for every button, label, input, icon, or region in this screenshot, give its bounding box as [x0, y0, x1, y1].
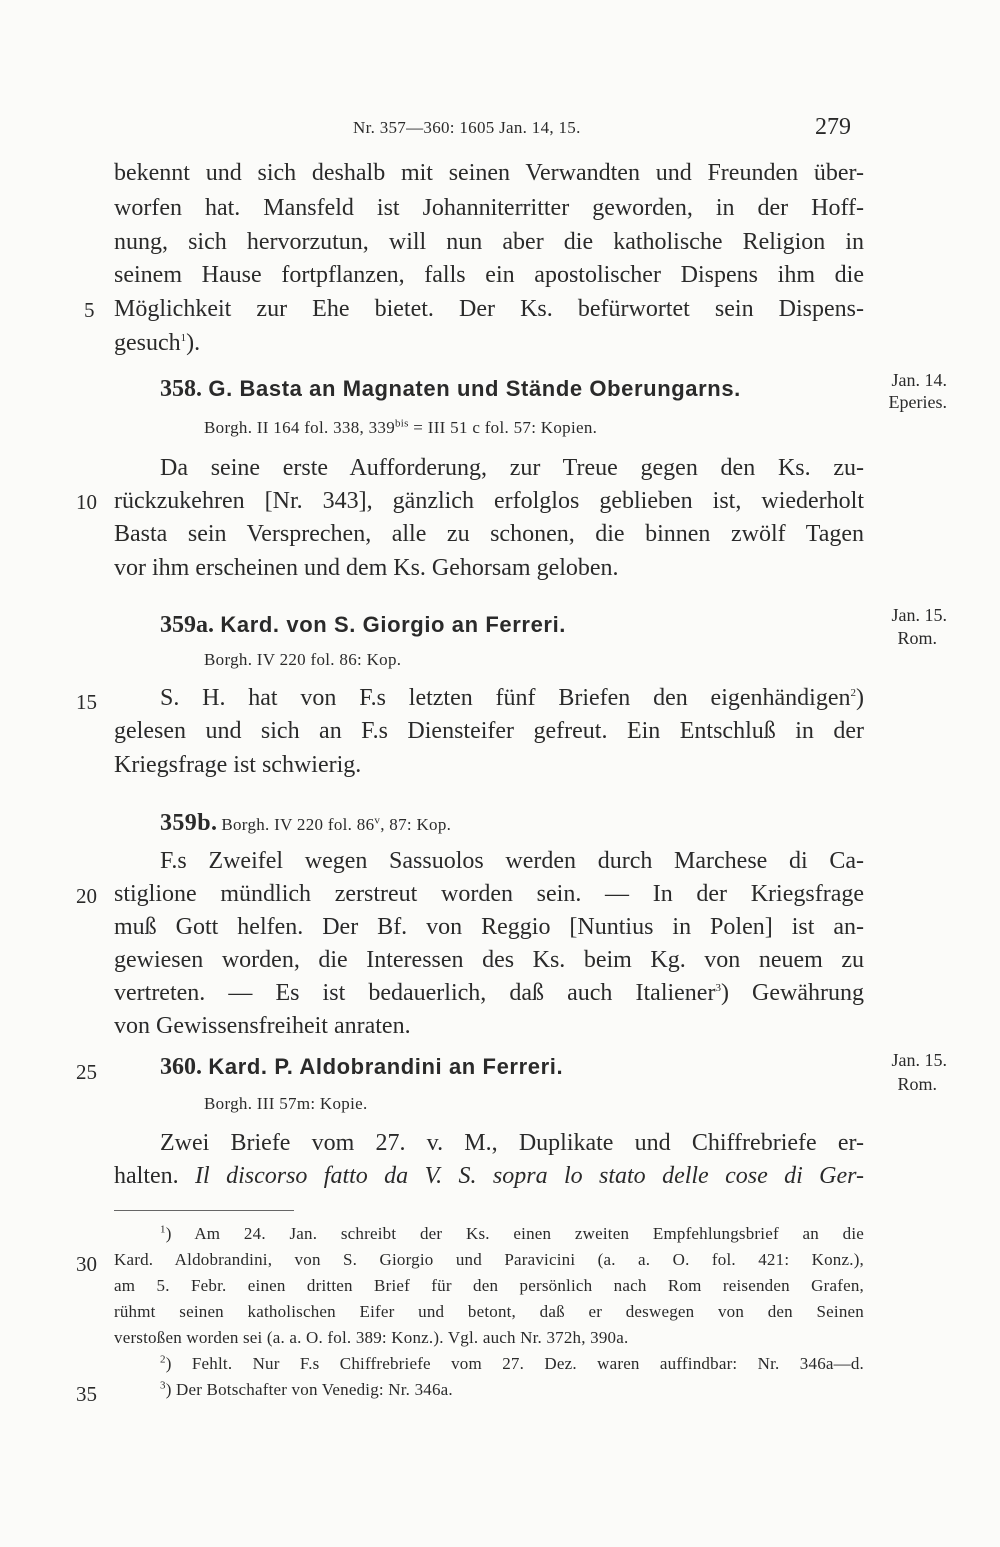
line-number: 15: [76, 690, 97, 714]
body-line: Basta sein Versprechen, alle zu schonen, die binnen zwölf Tagen: [114, 521, 864, 547]
entry-place-359a: Rom.: [897, 628, 937, 648]
entry-date-358: Jan. 14.: [891, 370, 947, 390]
entry-place-358: Eperies.: [888, 392, 947, 412]
source-359b: Borgh. IV 220 fol. 86$^v$, 87: Kop.: [221, 814, 452, 834]
footnote-2: $^2$) Fehlt. Nur F.s Chiffrebriefe vom 27. Dez. waren auffindbar: Nr. 346a—d.: [160, 1353, 865, 1373]
body-line: bekennt und sich deshalb mit seinen Verwandten und Freunden über-: [114, 160, 864, 186]
body-line: muß Gott helfen. Der Bf. von Reggio [Nuntius in Polen] ist an-: [114, 914, 864, 940]
entry-heading-358: 358. G. Basta an Magnaten und Stände Oberungarns.: [160, 376, 741, 402]
body-line: vertreten. — Es ist bedauerlich, daß auch Italiener$^3$) Gewährung: [114, 980, 864, 1006]
footnote-3: $^3$) Der Botschafter von Venedig: Nr. 346a.: [160, 1379, 453, 1399]
line-number: 30: [76, 1252, 97, 1276]
body-line: seinem Hause fortpflanzen, falls ein apostolischer Dispens ihm die: [114, 262, 864, 288]
page-number: 279: [815, 114, 851, 140]
body-line: nung, sich hervorzutun, will nun aber die katholische Religion in: [114, 229, 864, 255]
entry-heading-360: 360. Kard. P. Aldobrandini an Ferreri.: [160, 1054, 564, 1080]
body-line: Möglichkeit zur Ehe bietet. Der Ks. befürwortet sein Dispens-: [114, 296, 864, 322]
line-number: 5: [84, 298, 95, 322]
source-359a: Borgh. IV 220 fol. 86: Kop.: [204, 650, 402, 669]
body-line: Zwei Briefe vom 27. v. M., Duplikate und Chiffrebriefe er-: [160, 1130, 864, 1156]
line-number: 20: [76, 884, 97, 908]
body-line: gewiesen worden, die Interessen des Ks. beim Kg. von neuem zu: [114, 947, 864, 973]
body-line: gesuch$^1$).: [114, 330, 201, 356]
body-line: S. H. hat von F.s letzten fünf Briefen den eigenhändigen$^2$): [160, 685, 864, 711]
body-line: stiglione mündlich zerstreut worden sein. — In der Kriegsfrage: [114, 881, 864, 907]
body-line: Kriegsfrage ist schwierig.: [114, 752, 362, 778]
footnote-line: rühmt seinen katholischen Eifer und betont, daß er deswegen von den Seinen: [114, 1302, 864, 1321]
body-line: worfen hat. Mansfeld ist Johanniterritter geworden, in der Hoff-: [114, 195, 864, 221]
italic-quote: Il discorso fatto da V. S. sopra lo stato delle cose di Ger-: [195, 1163, 865, 1189]
entry-place-360: Rom.: [897, 1074, 937, 1094]
footnote-line: am 5. Febr. einen dritten Brief für den persönlich nach Rom reisenden Grafen,: [114, 1276, 864, 1295]
entry-date-359a: Jan. 15.: [891, 605, 947, 625]
footnote-ref: 1: [180, 332, 187, 344]
footnote-line: verstoßen worden sei (a. a. O. fol. 389: Konz.). Vgl. auch Nr. 372h, 390a.: [114, 1328, 629, 1347]
entry-heading-359a: 359a. Kard. von S. Giorgio an Ferreri.: [160, 612, 567, 638]
body-line: gelesen und sich an F.s Diensteifer gefreut. Ein Entschluß in der: [114, 718, 864, 744]
line-number: 25: [76, 1060, 97, 1084]
line-number: 35: [76, 1382, 97, 1406]
footnote-ref: 3: [715, 982, 721, 994]
body-line: von Gewissensfreiheit anraten.: [114, 1013, 411, 1039]
body-line: Da seine erste Aufforderung, zur Treue gegen den Ks. zu-: [160, 455, 864, 481]
entry-date-360: Jan. 15.: [891, 1050, 947, 1070]
footnote-1: $^1$) Am 24. Jan. schreibt der Ks. einen zweiten Empfehlungsbrief an die: [160, 1223, 864, 1243]
entry-heading-359b: 359b. Borgh. IV 220 fol. 86$^v$, 87: Kop.: [160, 810, 452, 836]
footnote-rule: [114, 1210, 294, 1211]
source-360: Borgh. III 57m: Kopie.: [204, 1094, 368, 1113]
body-line: F.s Zweifel wegen Sassuolos werden durch Marchese di Ca-: [160, 848, 864, 874]
footnote-ref: 2: [850, 687, 856, 699]
source-358: Borgh. II 164 fol. 338, $339^{bis}$ = III 51 c fol. 57: Kopien.: [204, 417, 598, 437]
footnote-line: Kard. Aldobrandini, von S. Giorgio und Paravicini (a. a. O. fol. 421: Konz.),: [114, 1250, 864, 1269]
body-line: vor ihm erscheinen und dem Ks. Gehorsam geloben.: [114, 555, 619, 581]
line-number: 10: [76, 490, 97, 514]
body-line: halten. Il discorso fatto da V. S. sopra lo stato delle cose di Ger-: [114, 1163, 865, 1189]
body-line: rückzukehren [Nr. 343], gänzlich erfolglos geblieben ist, wiederholt: [114, 488, 864, 514]
running-title: Nr. 357—360: 1605 Jan. 14, 15.: [353, 118, 581, 137]
